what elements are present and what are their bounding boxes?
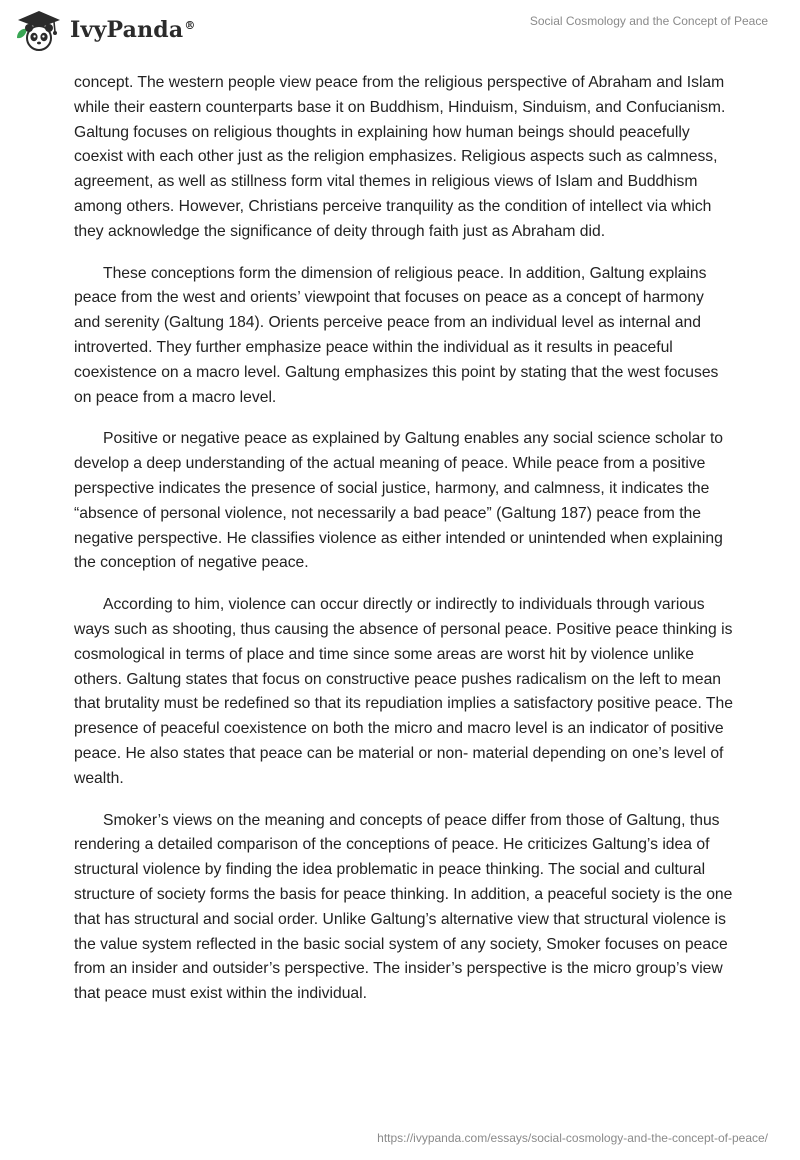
panda-graduate-icon [14,8,64,52]
registered-mark: ® [184,18,196,32]
source-url[interactable]: https://ivypanda.com/essays/social-cosmology-and-the-concept-of-peace/ [377,1131,768,1145]
document-title: Social Cosmology and the Concept of Peace [529,14,768,28]
brand-name [70,17,196,43]
paragraph: According to him, violence can occur directly or indirectly to individuals through various ways such as shooting, thus causing the absence of personal peace. Positive peace thinking is cosmological in terms of place and time since some areas are worst hit by violence unlike others. Galtung states that focus on constructive peace pushes radicalism on the left to mean that brutality must be redefined so that its repudiation implies a satisfactory positive peace. The presence of peaceful coexistence on both the micro and macro level is an indicator of positive peace. He also states that peace can be material or non- material depending on one’s level of wealth. [74,596,733,787]
paragraph: Positive or negative peace as explained by Galtung enables any social science scholar to develop a deep understanding of the actual meaning of peace. While peace from a positive perspective indicates the presence of social justice, harmony, and calmness, it indicates the “absence of personal violence, not necessarily a bad peace” (Galtung 187) peace from the negative perspective. He classifies violence as either intended or unintended when explaining the conception of negative peace. [74,430,724,572]
paragraph: Smoker’s views on the meaning and concepts of peace differ from those of Galtung, thus rendering a detailed comparison of the conceptions of peace. He criticizes Galtung’s idea of structural violence by finding the idea problematic in peace thinking. The social and cultural structure of society forms the basis for peace thinking. In addition, a peaceful society is the one that has structural and social order. Unlike Galtung’s alternative view that structural violence is the value system reflected in the basic social system of any society, Smoker focuses on peace from an insider and outsider’s perspective. The insider’s perspective is the micro group’s view that peace must exist within the individual. [74,811,733,1003]
paragraph: concept. The western people view peace from the religious perspective of Abraham and Islam while their eastern counterparts base it on Buddhism, Hinduism, Sinduism, and Confucianism. Galtung focuses on religious thoughts in explaining how human beings should peacefully coexist with each other just as the religion emphasizes. Religious aspects such as calmness, agreement, as well as stillness form vital themes in religious views of Islam and Buddhism among others. However, Christians perceive tranquility as the condition of intellect via which they acknowledge the significance of deity through faith just as Abraham did. [74,74,726,240]
page-header [0,0,800,70]
paragraph: These conceptions form the dimension of religious peace. In addition, Galtung explains peace from the west and orients’ viewpoint that focuses on peace as a concept of harmony and serenity (Galtung 184). Orients perceive peace from an individual level as internal and introverted. They further emphasize peace within the individual as it results in peaceful coexistence on a macro level. Galtung emphasizes this point by stating that the west focuses on peace from a macro level. [74,264,719,406]
essay-body [74,71,734,1024]
ivypanda-logo[interactable] [14,8,196,52]
brand-text: IvyPanda [70,17,184,43]
